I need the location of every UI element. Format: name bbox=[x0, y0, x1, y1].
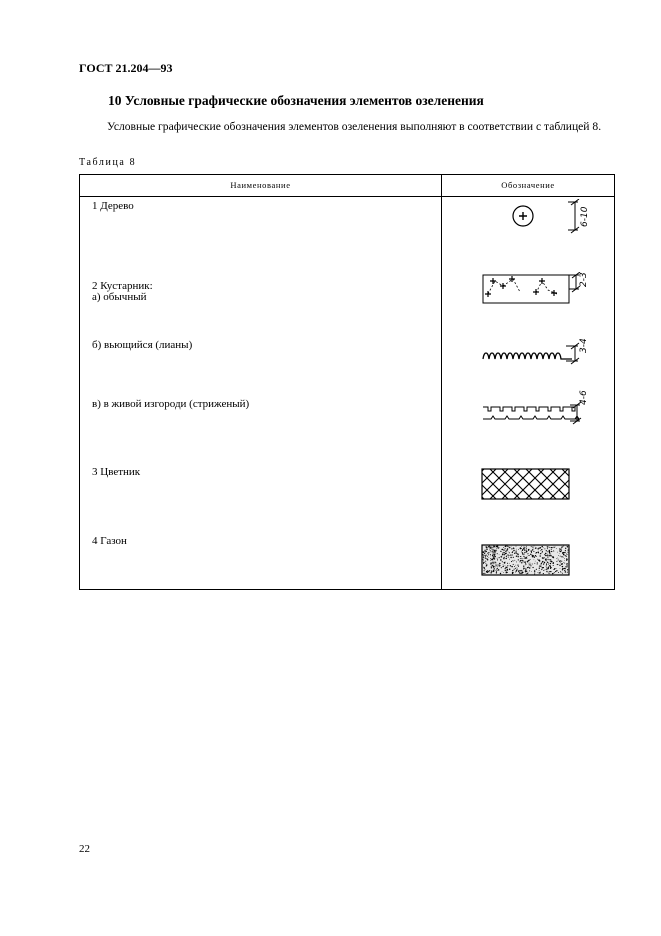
document-code: ГОСТ 21.204—93 bbox=[79, 61, 173, 75]
column-header-symbol: Обозначение bbox=[501, 180, 555, 190]
page-number: 22 bbox=[79, 843, 90, 855]
row-label-tree: 1 Дерево bbox=[92, 200, 134, 212]
flowerbed-symbol bbox=[480, 467, 572, 501]
header-divider bbox=[80, 196, 614, 197]
row-label-lawn: 4 Газон bbox=[92, 535, 127, 547]
hedge-symbol bbox=[480, 387, 590, 427]
hedge-dim-label: 4-6 bbox=[579, 390, 589, 405]
column-divider bbox=[441, 175, 442, 589]
table-caption: Таблица 8 bbox=[79, 157, 137, 168]
section-title: 10 Условные графические обозначения элементов озеленения bbox=[108, 93, 484, 108]
tree-symbol bbox=[505, 199, 595, 235]
row-label-shrub: 2 Кустарник: bbox=[92, 280, 153, 292]
shrub-symbol bbox=[480, 272, 590, 306]
row-label-vine: б) вьющийся (лианы) bbox=[92, 339, 193, 351]
lawn-symbol bbox=[480, 543, 572, 577]
climbing-vine-symbol bbox=[480, 333, 590, 365]
tree-dim-label: 6-10 bbox=[580, 206, 590, 227]
vine-dim-label: 3-4 bbox=[579, 338, 589, 353]
column-header-name: Наименование bbox=[230, 180, 291, 190]
intro-paragraph: Условные графические обозначения элементов озеленения выполняют в соответствии с таблицей 8. bbox=[107, 120, 602, 133]
row-label-flowerbed: 3 Цветник bbox=[92, 466, 141, 478]
symbols-table bbox=[79, 174, 615, 590]
row-label-shrub-regular: а) обычный bbox=[92, 291, 147, 303]
shrub-dim-label: 2-3 bbox=[579, 272, 589, 287]
row-label-hedge: в) в живой изгороди (стриженый) bbox=[92, 398, 250, 410]
